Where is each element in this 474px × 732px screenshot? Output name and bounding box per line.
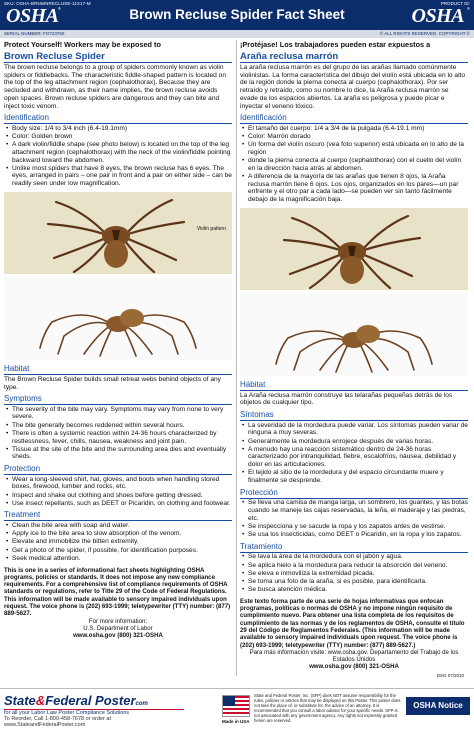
list-item: • Seek medical attention. bbox=[4, 555, 232, 563]
spider-description: The brown recluse belongs to a group of spiders commonly known as violin spiders or fiddlebacks. The characteristic fiddle-shaped pattern is located on the top of the leg attachment region (cephalothorax). Because they are secluded and withdrawn, as their name implies, the brown recluse avoids open spaces. Brown recluse spiders are dangerous and they can bite and inject toxic venom. bbox=[4, 64, 226, 110]
sku-text: SKU: OSHA-BRNWNRECLUSE-11X17-M bbox=[4, 1, 91, 6]
reorder-text: To Reorder, Call 1-800-458-7678 or order at www.StateandFederalPoster.com bbox=[4, 716, 112, 728]
list-item: • The severity of the bite may vary. Symptoms may vary from none to very severe. bbox=[4, 406, 232, 421]
info-text-es: Este texto forma parte de una serie de hojas informativas que enfocan programas, políticas o normas de OSHA y no impone ningún requisito de cumplimiento nuevo. Para obtener una lista completa de los requisitos de cumplimiento de las normas y de los reglamentos de OSHA, consulte el título 29 del Código de Reglamentos Federales. (This information will be made available to sensory impaired individuals upon request. The voice phone is (202) 693-1999; teletypewriter (TTY) number: (877) 889-5627.) bbox=[240, 597, 465, 649]
english-column bbox=[4, 40, 232, 680]
brand-name bbox=[4, 693, 184, 708]
usa-flag-icon bbox=[222, 695, 250, 717]
header-bar bbox=[0, 0, 474, 30]
contact-text-es: www.osha.gov (800) 321-OSHA bbox=[309, 663, 399, 671]
contact-line bbox=[4, 632, 232, 639]
serial-bar bbox=[0, 30, 474, 38]
list-item: • Clean the bite area with soap and water. bbox=[4, 522, 232, 530]
brand-part: State bbox=[4, 693, 36, 708]
section-heading-identification: Identification bbox=[4, 113, 232, 124]
made-in-usa: Made in USA bbox=[222, 719, 250, 724]
spanish-column bbox=[240, 40, 468, 680]
list-item: • Se lleva una camisa de manga larga, un sombrero, los guantes, y las botas cuando se maneje las cajas reservadas, la leña, el maderaje y las piedras, etc. bbox=[240, 499, 468, 522]
symptoms-list-es bbox=[240, 422, 468, 485]
brand-part: Federal Poster bbox=[45, 693, 136, 708]
photo-label: Violin pattern bbox=[196, 225, 226, 232]
list-item: • Color: Marrón dorado bbox=[240, 133, 468, 141]
list-item: • Un forma del violín oscuro (vea foto superior) está ubicada en lo alto de la región bbox=[240, 141, 468, 156]
list-item: • Body size: 1/4 to 3/4 inch (6.4-19.1mm) bbox=[4, 125, 232, 133]
osha-logo-right: OSHA bbox=[411, 5, 464, 27]
disclaimer: State and Federal Poster, Inc. (SFP) does NOT assume responsibility for the rules, policies or articles that may be displayed on this Poster. This poster does not take the place of, or substitute for, the advice of an attorney. It is recommended that you consult a labor advisor for your specific needs. SFP is not associated with any government agency. Any rights not expressly granted herein are reserved. bbox=[254, 693, 401, 723]
copyright-text: © ALL RIGHTS RESERVED. COPYRIGHT © bbox=[379, 31, 470, 36]
treatment-list bbox=[4, 522, 232, 563]
dept-name: U.S. Department of Labor bbox=[83, 624, 153, 632]
list-item: • Generalmente la mordedura enrojece después de varias horas. bbox=[240, 438, 468, 446]
more-info-es: Para más información visite: www.osha.gov. Departamento del Trabajo de los Estados Unidos bbox=[249, 648, 459, 664]
spider-illustration bbox=[240, 294, 468, 376]
identification-list-es bbox=[240, 125, 468, 204]
product-id: PRODUCT ID: bbox=[440, 1, 470, 6]
intro-text: Protect Yourself! Workers may be exposed to bbox=[4, 40, 161, 49]
list-item: • Se toma una foto de la araña, si es posible, para identificarla. bbox=[240, 578, 468, 586]
spider-illustration bbox=[4, 278, 232, 360]
symptoms-list bbox=[4, 406, 232, 461]
osha-logo-left: OSHA bbox=[6, 5, 59, 27]
contact-text: www.osha.gov (800) 321-OSHA bbox=[73, 632, 163, 640]
spider-description-es: La araña reclusa marrón es del grupo de las arañas llamado comúnmente violinistas. La forma característica del dibujo del violín está ubicada en lo alto de la región donde la pierna conecta al cuerpo (cephalothorax). Por ser retraído y retraído, como su nombre lo dice, la Araña reclusa marrón se evade de los espacios abiertos. La araña es peligrosa y puede picar e inyectar el veneno tóxico. bbox=[240, 64, 466, 110]
list-item: • Se busca atención médica. bbox=[240, 586, 468, 594]
list-item: • There is often a systemic reaction within 24-36 hours characterized by restlessness, fever, chills, nausea, weakness and joint pain. bbox=[4, 430, 232, 445]
list-item: • El tamaño del cuerpo: 1/4 a 3/4 de la pulgada (6.4-19.1 mm) bbox=[240, 125, 468, 133]
info-block bbox=[4, 567, 232, 640]
list-item: • Get a photo of the spider, if possible, for identification purposes. bbox=[4, 547, 232, 555]
list-item: • A menudo hay una reacción sistemático dentro de 24-36 horas caracterizado por intranquilidad, fiebre, escalofríos, náusea, debilidad y dolor en las articulaciones. bbox=[240, 446, 468, 469]
list-item: • A dark violin/fiddle shape (see photo below) is located on the top of the leg attachment region (cephalothorax) with the neck of the violin/fiddle pointing backward toward the abdomen. bbox=[4, 141, 232, 164]
sfp-logo bbox=[4, 693, 184, 728]
document-code: DSG 07/2010 bbox=[436, 673, 464, 678]
list-item: • Unlike most spiders that have 8 eyes, the brown recluse has 6 eyes. The eyes, arranged in pairs – one pair in front and a pair on either side – can be readily seen under low magnification. bbox=[4, 165, 232, 188]
section-heading-identification-es: Identificación bbox=[240, 113, 468, 124]
section-heading-protection-es: Protección bbox=[240, 488, 468, 499]
list-item: • Apply ice to the bite area to slow absorption of the venom. bbox=[4, 530, 232, 538]
info-text: This is one in a series of informational fact sheets highlighting OSHA programs, policies or standards. It does not impose any new compliance requirements. For a comprehensive list of compliance requirements of OSHA standards or regulations, refer to Title 29 of the Code of Federal Regulations. This information will be made available to sensory impaired individuals upon request. The voice phone is (202) 693-1999; teletypewriter (TTY) number: (877) 889-5627. bbox=[4, 566, 231, 618]
identification-list bbox=[4, 125, 232, 188]
more-info: For more information: bbox=[88, 617, 148, 625]
list-item: • donde la pierna conecta al cuerpo (cephalothorax) con el cuello del violín en la dirección hacia atrás al abdomen. bbox=[240, 157, 468, 172]
section-heading-symptoms-es: Síntomas bbox=[240, 410, 468, 421]
habitat-text: The Brown Recluse Spider builds small retreat webs behind objects of any type. bbox=[4, 375, 221, 391]
brand-tagline: for all your Labor Law Poster Compliance Solutions bbox=[4, 709, 184, 716]
spider-photo-side-es bbox=[240, 294, 468, 376]
spider-photo-side bbox=[4, 278, 232, 360]
protection-list-es bbox=[240, 499, 468, 539]
brand-suffix: com bbox=[135, 701, 148, 707]
footer bbox=[0, 688, 474, 732]
info-block-es bbox=[240, 598, 468, 671]
treatment-list-es bbox=[240, 553, 468, 594]
list-item: • Se eleva e inmoviliza la extremidad picada. bbox=[240, 570, 468, 578]
section-heading-symptoms: Symptoms bbox=[4, 394, 232, 405]
section-heading-treatment-es: Tratamiento bbox=[240, 542, 468, 553]
intro-text-es: ¡Protéjase! Los trabajadores pueden estar expuestos a bbox=[240, 40, 431, 49]
list-item: • Use insect repellants, such as DEET or Picaridin, on clothing and footwear. bbox=[4, 500, 232, 508]
column-divider bbox=[236, 40, 237, 676]
spider-illustration bbox=[4, 192, 232, 274]
list-item: • El tejido al sitio de la mordedura y del espacio circundante muere y finalmente se desprende. bbox=[240, 469, 468, 484]
section-heading-habitat: Habitat bbox=[4, 364, 232, 375]
list-item: • La severidad de la mordedura puede variar. Los síntomas pueden variar de ninguna a muy severas. bbox=[240, 422, 468, 437]
page-title: Brown Recluse Spider Fact Sheet bbox=[129, 7, 345, 22]
habitat-text-es: La Araña reclusa marrón construye las telarañas pequeñas detrás de los objetos de cualquier tipo. bbox=[240, 391, 453, 407]
spider-photo-violin-es bbox=[240, 208, 468, 290]
section-heading-spider-es: Araña reclusa marrón bbox=[240, 51, 468, 63]
spider-illustration bbox=[240, 208, 468, 290]
section-heading-spider: Brown Recluse Spider bbox=[4, 51, 232, 63]
section-heading-habitat-es: Hábitat bbox=[240, 380, 468, 391]
section-heading-protection: Protection bbox=[4, 464, 232, 475]
list-item: • Wear a long-sleeved shirt, hat, gloves, and boots when handling stored boxes, firewood, lumber and rocks, etc. bbox=[4, 476, 232, 491]
list-item: • Inspect and shake out clothing and shoes before getting dressed. bbox=[4, 492, 232, 500]
list-item: • Color: Golden brown bbox=[4, 133, 232, 141]
list-item: • A diferencia de la mayoría de las arañas que tienen 8 ojos, la Araña reclusa marrón tiene 6 ojos. Los ojos, organizados en los pares—un par enfrente y el otro par a cada lado—se pueden ver sin tanto fácilmente debajo de la magnificación baja. bbox=[240, 173, 468, 204]
list-item: • Se usa los insecticidas, como DEET o Picaridin, en la ropa y los zapatos. bbox=[240, 531, 468, 539]
serial-number: SERIAL NUMBER: FO723760 bbox=[4, 31, 65, 36]
registered-mark-left: ® bbox=[58, 6, 61, 11]
osha-notice-badge: OSHA Notice bbox=[406, 697, 470, 715]
list-item: • Se aplica hielo a la mordedura para reducir la absorción del veneno. bbox=[240, 562, 468, 570]
list-item: • Elevate and immobilize the bitten extremity. bbox=[4, 538, 232, 546]
list-item: • Tissue at the site of the bite and the surrounding area dies and eventually sheds. bbox=[4, 446, 232, 461]
spider-photo-violin bbox=[4, 192, 232, 274]
section-heading-treatment: Treatment bbox=[4, 510, 232, 521]
list-item: • Se lava la área de la mordedura con el jabón y agua. bbox=[240, 553, 468, 561]
contact-line-es bbox=[240, 663, 468, 670]
protection-list bbox=[4, 476, 232, 508]
brand-amp: & bbox=[35, 693, 46, 708]
list-item: • Se inspecciona y se sacude la ropa y los zapatos antes de vestirse. bbox=[240, 523, 468, 531]
registered-mark-right: ® bbox=[467, 6, 470, 11]
list-item: • The bite generally becomes reddened within several hours. bbox=[4, 422, 232, 430]
